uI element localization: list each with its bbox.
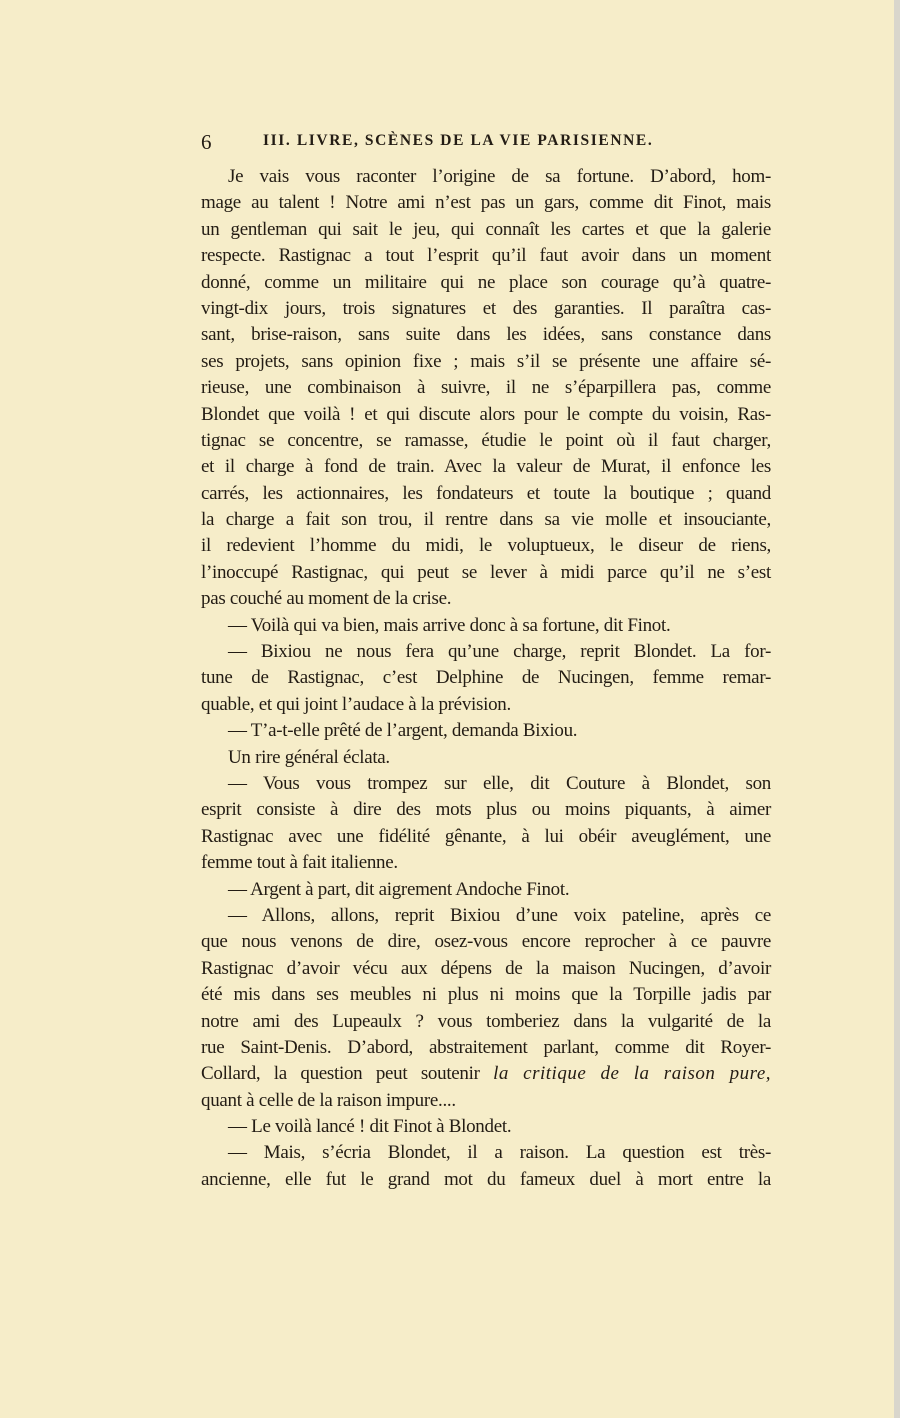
text-line: [201, 270, 771, 296]
text-line: [201, 1009, 771, 1035]
line-text: carrés, les actionnaires, les fondateurs et toute la boutique ; quand: [201, 482, 771, 504]
line-text: esprit consiste à dire des mots plus ou moins piquants, à aimer: [201, 799, 771, 821]
line-text: Rastignac avec une fidélité gênante, à lui obéir aveuglément, une: [201, 825, 771, 847]
line-text: — Vous vous trompez sur elle, dit Couture à Blondet, son: [228, 772, 771, 794]
line-text: un gentleman qui sait le jeu, qui connaît les cartes et que la galerie: [201, 218, 771, 240]
text-line: [201, 956, 771, 982]
line-text: — Voilà qui va bien, mais arrive donc à sa fortune, dit Finot.: [228, 614, 671, 636]
text-line: [201, 877, 771, 903]
line-text: et il charge à fond de train. Avec la valeur de Murat, il enfonce les: [201, 456, 771, 478]
line-text: l’inoccupé Rastignac, qui peut se lever à midi parce qu’il ne s’est: [201, 561, 771, 583]
text-line: [201, 1035, 771, 1061]
line-text: tune de Rastignac, c’est Delphine de Nucingen, femme remar-: [201, 667, 771, 689]
line-text: — Allons, allons, reprit Bixiou d’une voix pateline, après ce: [228, 904, 771, 926]
line-text: ses projets, sans opinion fixe ; mais s’il se présente une affaire sé-: [201, 350, 771, 372]
body-text: [201, 164, 771, 1193]
text-line: [201, 745, 771, 771]
text-line: [201, 1140, 771, 1166]
line-text: — T’a-t-elle prêté de l’argent, demanda Bixiou.: [228, 720, 578, 742]
running-title: III. LIVRE, SCÈNES DE LA VIE PARISIENNE.: [263, 132, 654, 149]
line-text: il redevient l’homme du midi, le voluptueux, le diseur de riens,: [201, 535, 771, 557]
line-text: notre ami des Lupeaulx ? vous tomberiez dans la vulgarité de la: [201, 1010, 771, 1032]
text-line: [201, 481, 771, 507]
page-number: 6: [201, 130, 212, 154]
text-line: [201, 560, 771, 586]
text-line: [201, 533, 771, 559]
text-line: [201, 665, 771, 691]
text-line: [201, 824, 771, 850]
text-line: [201, 771, 771, 797]
text-line: [201, 692, 771, 718]
line-text: tignac se concentre, se ramasse, étudie le point où il faut charger,: [201, 429, 771, 451]
text-line: [201, 1088, 771, 1114]
text-line: [201, 613, 771, 639]
text-line: [201, 454, 771, 480]
text-line: [201, 718, 771, 744]
italic-title: la critique de la raison pure,: [493, 1063, 772, 1085]
text-line: [201, 586, 771, 612]
line-text: rue Saint-Denis. D’abord, abstraitement parlant, comme dit Royer-: [201, 1036, 771, 1058]
line-text: été mis dans ses meubles ni plus ni moins que la Torpille jadis par: [201, 984, 771, 1006]
line-text: donné, comme un militaire qui ne place son courage qu’à quatre-: [201, 271, 771, 293]
text-line: [201, 1114, 771, 1140]
page-edge: [894, 0, 900, 1418]
line-text: — Bixiou ne nous fera qu’une charge, reprit Blondet. La for-: [228, 641, 771, 663]
text-line: [201, 639, 771, 665]
text-line: [201, 903, 771, 929]
text-line: [201, 929, 771, 955]
text-line: [201, 428, 771, 454]
text-line: [201, 982, 771, 1008]
line-text: mage au talent ! Notre ami n’est pas un gars, comme dit Finot, mais: [201, 192, 771, 214]
line-text: Un rire général éclata.: [228, 746, 390, 768]
line-text: — Argent à part, dit aigrement Andoche Finot.: [228, 878, 570, 900]
text-line: [201, 375, 771, 401]
text-line: [201, 507, 771, 533]
text-line: [201, 243, 771, 269]
line-text: femme tout à fait italienne.: [201, 852, 398, 874]
line-text: quable, et qui joint l’audace à la prévision.: [201, 693, 511, 715]
line-text: la charge a fait son trou, il rentre dans sa vie molle et insouciante,: [201, 509, 771, 531]
text-line: [201, 797, 771, 823]
text-line: [201, 850, 771, 876]
line-text: Collard, la question peut soutenir: [201, 1063, 494, 1085]
text-line: [201, 402, 771, 428]
line-text: Blondet que voilà ! et qui discute alors pour le compte du voisin, Ras-: [201, 403, 771, 425]
line-text: ancienne, elle fut le grand mot du fameux duel à mort entre la: [201, 1168, 771, 1190]
line-text: — Mais, s’écria Blondet, il a raison. La question est très-: [228, 1142, 771, 1164]
text-line: [201, 217, 771, 243]
text-line: [201, 322, 771, 348]
running-header: [201, 130, 771, 156]
line-text: rieuse, une combinaison à suivre, il ne s’éparpillera pas, comme: [201, 377, 771, 399]
line-text: respecte. Rastignac a tout l’esprit qu’il faut avoir dans un moment: [201, 245, 771, 267]
line-text: quant à celle de la raison impure....: [201, 1089, 456, 1111]
text-line: [201, 190, 771, 216]
line-text: pas couché au moment de la crise.: [201, 588, 452, 610]
line-text: Je vais vous raconter l’origine de sa fortune. D’abord, hom-: [228, 166, 771, 187]
text-line: [201, 296, 771, 322]
line-text: — Le voilà lancé ! dit Finot à Blondet.: [228, 1116, 512, 1138]
text-line: [201, 1167, 771, 1193]
text-line: [201, 164, 771, 190]
text-line: [201, 1061, 771, 1087]
line-text: vingt-dix jours, trois signatures et des garanties. Il paraîtra cas-: [201, 297, 771, 319]
line-text: Rastignac d’avoir vécu aux dépens de la maison Nucingen, d’avoir: [201, 957, 771, 979]
line-text: sant, brise-raison, sans suite dans les idées, sans constance dans: [201, 324, 771, 346]
line-text: que nous venons de dire, osez-vous encore reprocher à ce pauvre: [201, 931, 771, 953]
text-line: [201, 349, 771, 375]
